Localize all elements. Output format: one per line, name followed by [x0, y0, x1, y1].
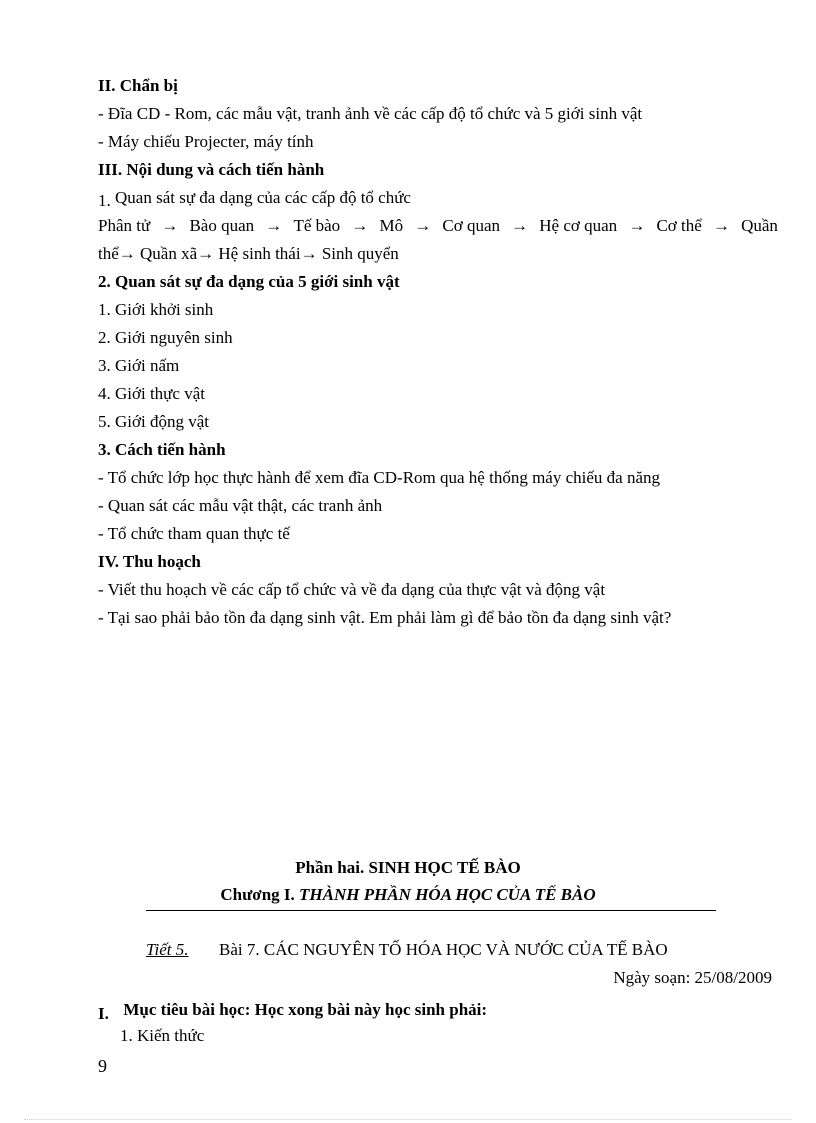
- section-3-title: III. Nội dung và cách tiến hành: [98, 160, 325, 179]
- chain-item: Hệ cơ quan: [539, 216, 618, 235]
- chain-item: Cơ thể: [656, 216, 702, 235]
- page-number: 9: [98, 1056, 107, 1076]
- subsection-1-title: [98, 184, 778, 212]
- arrow-icon: →: [511, 216, 529, 235]
- list-item: 2. Giới nguyên sinh: [98, 328, 233, 347]
- list-item: 4. Giới thực vật: [98, 384, 205, 403]
- chain-item: Hệ sinh thái: [218, 244, 301, 263]
- chapter-prefix: Chương I.: [220, 885, 300, 904]
- chapter-name: THÀNH PHẦN HÓA HỌC CỦA TẾ BÀO: [299, 885, 596, 904]
- prep-date: Ngày soạn: 25/08/2009: [613, 968, 772, 987]
- subsection-2-title: 2. Quan sát sự đa dạng của 5 giới sinh vật: [98, 272, 400, 291]
- arrow-icon: →: [265, 216, 283, 235]
- arrow-icon: →: [197, 244, 215, 263]
- chain-item: Phân tử: [98, 216, 151, 235]
- chapter-title: [0, 885, 816, 905]
- arrow-icon: →: [414, 216, 432, 235]
- part-title: Phần hai. SINH HỌC TẾ BÀO: [295, 858, 521, 877]
- tiet-label: Tiết 5.: [146, 940, 189, 959]
- arrow-icon: →: [118, 244, 136, 263]
- lesson-title: Bài 7. CÁC NGUYÊN TỐ HÓA HỌC VÀ NƯỚC CỦA TẾ BÀO: [219, 940, 668, 959]
- chain-item: Tế bào: [293, 216, 341, 235]
- chain-item: Mô: [379, 216, 404, 235]
- arrow-icon: →: [161, 216, 179, 235]
- subsection-1-text: Quan sát sự đa dạng của các cấp độ tổ chức: [115, 188, 411, 207]
- list-item: - Viết thu hoạch về các cấp tổ chức và về đa dạng của thực vật và động vật: [98, 580, 606, 599]
- chain-item: Cơ quan: [442, 216, 500, 235]
- section-4-title: IV. Thu hoạch: [98, 552, 201, 571]
- list-item: - Tại sao phải bảo tồn đa dạng sinh vật. Em phải làm gì để bảo tồn đa dạng sinh vật?: [98, 608, 672, 627]
- page-bottom-border: [24, 1119, 792, 1120]
- chain-item: Quần xã: [140, 244, 198, 263]
- objective-text: Mục tiêu bài học: Học xong bài này học sinh phải:: [123, 1000, 488, 1019]
- list-item: - Tổ chức lớp học thực hành để xem đĩa CD-Rom qua hệ thống máy chiếu đa năng: [98, 468, 660, 487]
- arrow-icon: →: [628, 216, 646, 235]
- objective-heading: [98, 1000, 487, 1024]
- arrow-icon: →: [351, 216, 369, 235]
- knowledge-heading: 1. Kiến thức: [120, 1026, 205, 1045]
- list-item: - Máy chiếu Projecter, máy tính: [98, 132, 314, 151]
- objective-number: I.: [98, 1004, 109, 1023]
- arrow-icon: →: [712, 216, 730, 235]
- organization-chain-line-1: [98, 212, 778, 240]
- list-item: 1. Giới khởi sinh: [98, 300, 214, 319]
- list-item: 3. Giới nấm: [98, 356, 180, 375]
- subsection-1-number: 1.: [98, 191, 111, 210]
- subsection-3-title: 3. Cách tiến hành: [98, 440, 226, 459]
- section-2-title: II. Chẩn bị: [98, 76, 178, 95]
- chain-item: thể: [98, 244, 119, 263]
- arrow-icon: →: [300, 244, 318, 263]
- chapter-divider: [146, 910, 716, 911]
- chain-item: Sinh quyển: [321, 244, 399, 263]
- organization-chain-line-2: [98, 240, 778, 268]
- list-item: - Tổ chức tham quan thực tế: [98, 524, 290, 543]
- chain-item: Bào quan: [189, 216, 255, 235]
- list-item: 5. Giới động vật: [98, 412, 209, 431]
- list-item: - Quan sát các mẫu vật thật, các tranh ảnh: [98, 496, 383, 515]
- list-item: - Đĩa CD - Rom, các mẫu vật, tranh ảnh về các cấp độ tổ chức và 5 giới sinh vật: [98, 104, 643, 123]
- chain-item: Quần: [741, 216, 778, 235]
- main-content: [98, 72, 778, 632]
- lesson-heading: [146, 940, 668, 960]
